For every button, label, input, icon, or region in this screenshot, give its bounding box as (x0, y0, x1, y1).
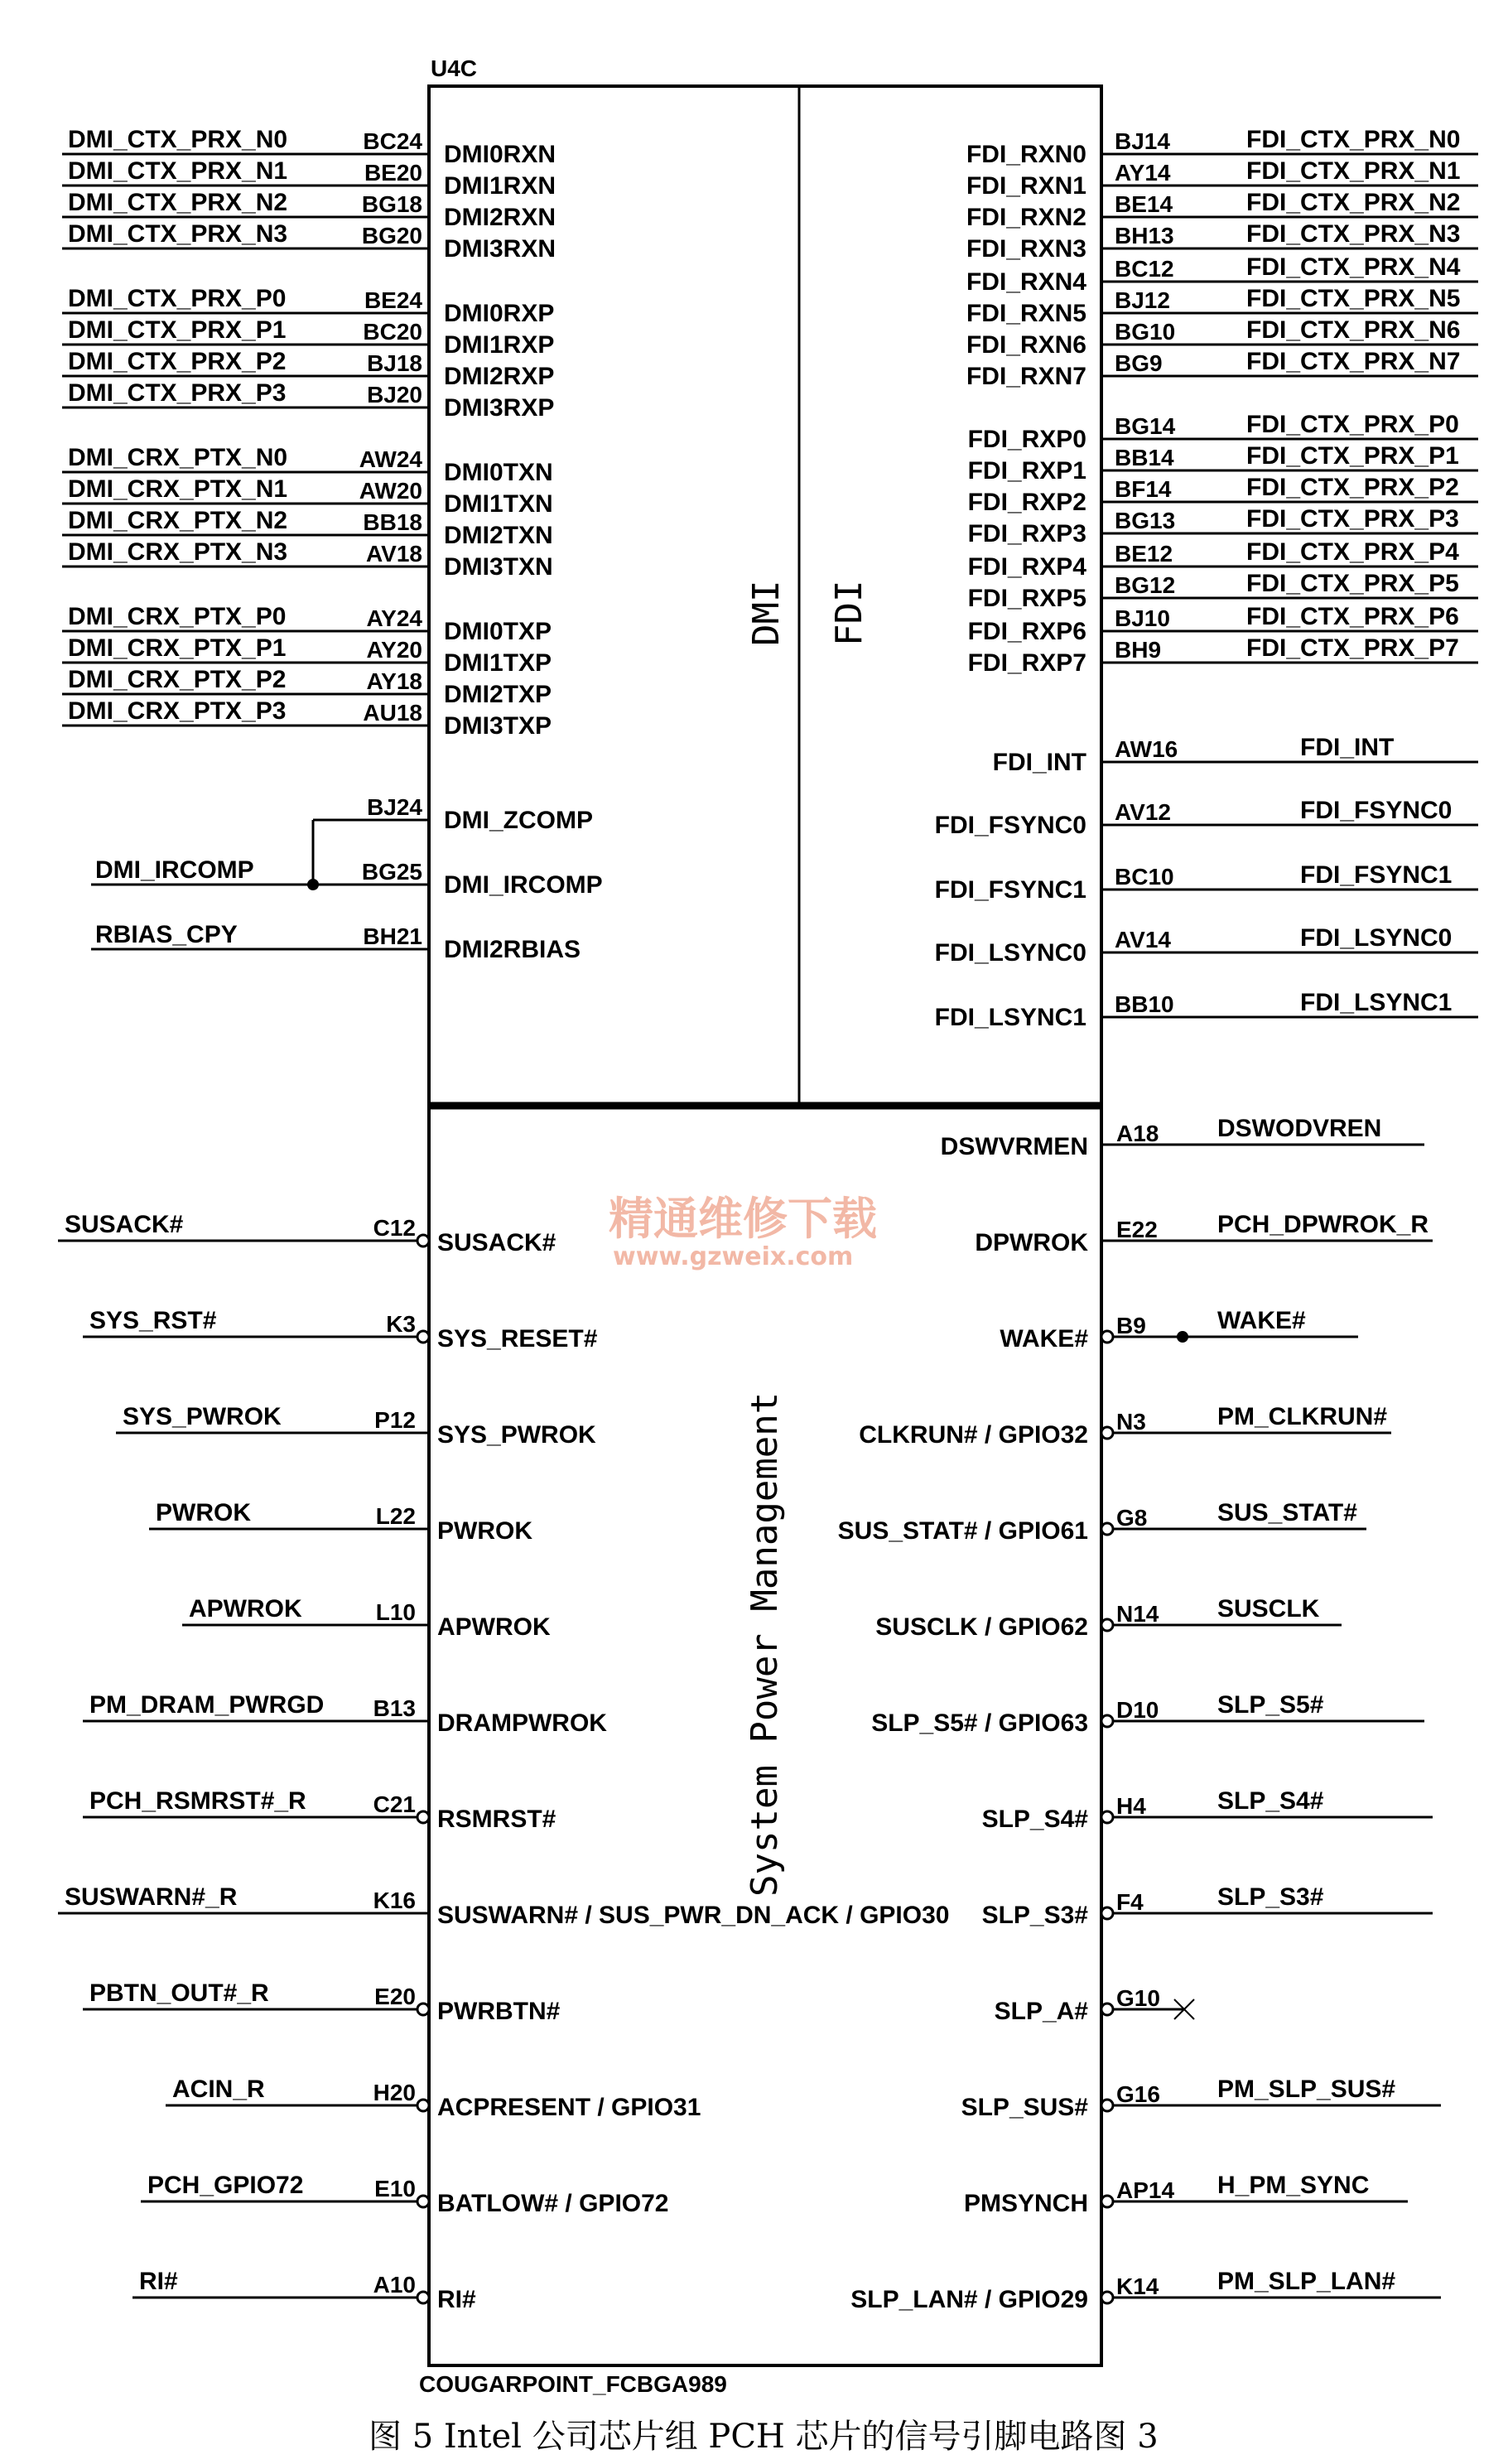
pin-name: FDI_RXP4 (967, 553, 1086, 581)
net-label: DMI_CTX_PRX_N1 (68, 157, 288, 185)
net-label: WAKE# (1217, 1307, 1306, 1334)
pin-number: BH9 (1115, 637, 1162, 663)
net-label: FDI_CTX_PRX_P6 (1246, 603, 1459, 630)
pin-name: DMI_ZCOMP (444, 807, 593, 834)
net-label: FDI_CTX_PRX_N0 (1246, 126, 1461, 153)
pin-number: P12 (374, 1407, 416, 1433)
net-label: DMI_CTX_PRX_P2 (68, 348, 287, 375)
net-label: FDI_CTX_PRX_P4 (1246, 538, 1459, 566)
pin-number: BG13 (1115, 508, 1176, 533)
inversion-bubble (1101, 2004, 1113, 2015)
pin-name: FDI_RXN0 (966, 141, 1086, 168)
pin-name: DMI2RXP (444, 363, 555, 390)
pin-name: DMI_IRCOMP (444, 871, 603, 899)
pin-number: BG20 (361, 223, 422, 248)
pin-number: F4 (1116, 1889, 1144, 1915)
pin-number: AU18 (363, 700, 422, 726)
pin-number: BJ18 (367, 350, 422, 376)
pin-name: FDI_INT (992, 749, 1086, 776)
pin-name: FDI_FSYNC1 (934, 876, 1086, 904)
pin-number: AY24 (366, 605, 422, 631)
net-label: DSWODVREN (1217, 1115, 1382, 1142)
net-label: SYS_PWROK (123, 1403, 282, 1430)
pin-name: DMI2TXP (444, 681, 552, 708)
pin-name: FDI_RXN1 (966, 172, 1086, 200)
net-label: DMI_CRX_PTX_N3 (68, 538, 288, 566)
pin-name: FDI_RXN5 (966, 300, 1086, 327)
pin-name: FDI_FSYNC0 (934, 812, 1086, 839)
pin-number: AV18 (366, 541, 422, 567)
pin-number: C12 (373, 1215, 416, 1241)
pin-name: DMI1RXN (444, 172, 556, 200)
pin-number: B9 (1116, 1313, 1146, 1338)
pin-name: SUSWARN# / SUS_PWR_DN_ACK / GPIO30 (437, 1902, 950, 1929)
pin-name: WAKE# (1000, 1325, 1088, 1353)
pin-name: FDI_RXP7 (967, 649, 1086, 677)
net-label: PM_SLP_SUS# (1217, 2076, 1396, 2103)
pin-number: K14 (1116, 2274, 1159, 2299)
net-label: FDI_INT (1300, 734, 1395, 761)
pin-number: BE14 (1115, 191, 1173, 217)
pin-number: G8 (1116, 1505, 1148, 1531)
net-label: APWROK (189, 1595, 302, 1623)
pin-number: BH21 (363, 923, 422, 949)
inversion-bubble (1101, 1331, 1113, 1343)
inversion-bubble (1101, 1619, 1113, 1631)
net-label: PWROK (156, 1499, 251, 1526)
net-label: DMI_IRCOMP (95, 856, 254, 884)
inversion-bubble (1101, 1427, 1113, 1439)
watermark-url: www.gzweix.com (613, 1242, 854, 1271)
pin-number: A10 (373, 2272, 416, 2298)
pin-number: AP14 (1116, 2177, 1175, 2203)
net-label: PM_DRAM_PWRGD (89, 1691, 325, 1719)
net-label: FDI_CTX_PRX_P7 (1246, 634, 1459, 662)
section-label-power: System Power Management (744, 1391, 786, 1897)
net-label: PCH_GPIO72 (147, 2172, 304, 2199)
net-label: DMI_CTX_PRX_P3 (68, 379, 287, 407)
net-label: SUS_STAT# (1217, 1499, 1357, 1526)
inversion-bubble (417, 2100, 429, 2111)
net-label: DMI_CTX_PRX_P0 (68, 285, 287, 312)
pin-name: FDI_LSYNC1 (934, 1004, 1086, 1031)
net-label: SUSWARN#_R (65, 1883, 238, 1911)
inversion-bubble (1101, 2100, 1113, 2111)
pin-number: AV12 (1115, 799, 1171, 825)
net-label: FDI_CTX_PRX_N5 (1246, 285, 1461, 312)
pin-number: A18 (1116, 1121, 1159, 1146)
pin-name: FDI_RXP2 (967, 489, 1086, 516)
pin-name: FDI_RXP0 (967, 426, 1086, 453)
pin-name: SLP_LAN# / GPIO29 (850, 2286, 1088, 2313)
inversion-bubble (1101, 2292, 1113, 2303)
pin-name: SLP_S5# / GPIO63 (871, 1709, 1088, 1737)
pin-number: BG10 (1115, 319, 1176, 345)
net-label: FDI_LSYNC1 (1300, 989, 1453, 1016)
net-label: DMI_CRX_PTX_P1 (68, 634, 287, 662)
pin-number: BG14 (1115, 413, 1176, 439)
net-label: FDI_CTX_PRX_N3 (1246, 220, 1461, 248)
pin-name: APWROK (437, 1613, 551, 1641)
net-label: DMI_CRX_PTX_N2 (68, 507, 288, 534)
pin-number: BJ14 (1115, 128, 1170, 154)
pin-name: FDI_RXP3 (967, 520, 1086, 547)
net-label: FDI_CTX_PRX_N7 (1246, 348, 1461, 375)
pin-name: RSMRST# (437, 1806, 556, 1833)
pin-number: D10 (1116, 1697, 1159, 1723)
pin-name: DSWVRMEN (940, 1133, 1088, 1160)
pin-number: AY14 (1115, 160, 1171, 186)
pin-name: SLP_S4# (981, 1806, 1088, 1833)
pin-number: BB18 (363, 509, 422, 535)
net-label: SUSCLK (1217, 1595, 1320, 1623)
net-label: PCH_RSMRST#_R (89, 1787, 306, 1815)
net-label: DMI_CTX_PRX_P1 (68, 316, 287, 344)
pin-number: L22 (375, 1503, 416, 1529)
net-label: DMI_CRX_PTX_N1 (68, 475, 288, 503)
pin-name: FDI_RXN6 (966, 331, 1086, 359)
pin-number: K16 (373, 1888, 416, 1913)
inversion-bubble (1101, 1811, 1113, 1823)
pin-number: BH13 (1115, 223, 1174, 248)
inversion-bubble (417, 1811, 429, 1823)
pin-number: BJ24 (367, 794, 422, 820)
pin-name: FDI_RXN2 (966, 204, 1086, 231)
pin-number: H20 (373, 2080, 416, 2105)
pin-name: DMI1TXP (444, 649, 552, 677)
junction-dot (1177, 1331, 1188, 1343)
pin-name: SUS_STAT# / GPIO61 (837, 1517, 1088, 1545)
pin-name: SUSCLK / GPIO62 (875, 1613, 1088, 1641)
pin-name: FDI_RXN7 (966, 363, 1086, 390)
net-label: PBTN_OUT#_R (89, 1979, 269, 2007)
net-label: PM_CLKRUN# (1217, 1403, 1388, 1430)
pin-name: FDI_RXP1 (967, 457, 1086, 485)
net-label: RI# (139, 2268, 178, 2295)
net-label: DMI_CRX_PTX_P2 (68, 666, 287, 693)
pin-number: E10 (374, 2176, 416, 2201)
pin-number: BC10 (1115, 864, 1174, 890)
pin-name: PWRBTN# (437, 1998, 561, 2025)
pin-name: DMI0RXP (444, 300, 555, 327)
inversion-bubble (417, 2196, 429, 2207)
net-label: FDI_CTX_PRX_P5 (1246, 570, 1459, 597)
pin-number: BG9 (1115, 350, 1163, 376)
net-label: FDI_LSYNC0 (1300, 924, 1453, 952)
section-label-fdi: FDI (828, 580, 870, 646)
net-label: SLP_S5# (1217, 1691, 1324, 1719)
pin-name: DRAMPWROK (437, 1709, 607, 1737)
net-label: DMI_CTX_PRX_N0 (68, 126, 288, 153)
watermark-title: 精通维修下载 (609, 1193, 877, 1245)
pin-name: DMI3RXN (444, 235, 556, 263)
inversion-bubble (1101, 1907, 1113, 1919)
section-label-dmi: DMI (745, 580, 788, 646)
pin-name: DMI3TXP (444, 712, 552, 740)
pin-number: BC24 (363, 128, 422, 154)
pin-number: E22 (1116, 1217, 1158, 1242)
net-label: FDI_CTX_PRX_P3 (1246, 505, 1459, 533)
pin-number: BC12 (1115, 256, 1174, 282)
pin-number: AW16 (1115, 736, 1178, 762)
pin-number: C21 (373, 1791, 416, 1817)
pin-name: DMI1RXP (444, 331, 555, 359)
pin-name: PWROK (437, 1517, 532, 1545)
pin-name: SUSACK# (437, 1229, 556, 1256)
pin-number: BB10 (1115, 991, 1174, 1017)
net-label: DMI_CRX_PTX_P0 (68, 603, 287, 630)
pin-number: L10 (375, 1599, 416, 1625)
pin-number: BF14 (1115, 476, 1172, 502)
net-label: FDI_CTX_PRX_N2 (1246, 189, 1461, 216)
pin-name: FDI_RXN4 (966, 268, 1086, 296)
net-label: FDI_CTX_PRX_P1 (1246, 442, 1459, 470)
net-label: SUSACK# (65, 1211, 184, 1238)
pin-name: SYS_RESET# (437, 1325, 598, 1353)
pin-name: ACPRESENT / GPIO31 (437, 2094, 701, 2121)
pin-name: DMI3RXP (444, 394, 555, 422)
pin-number: BG18 (361, 191, 422, 217)
net-label: DMI_CRX_PTX_N0 (68, 444, 288, 471)
pin-number: E20 (374, 1984, 416, 2009)
pin-name: DMI2TXN (444, 522, 553, 549)
pin-name: DPWROK (975, 1229, 1088, 1256)
net-label: H_PM_SYNC (1217, 2172, 1370, 2199)
pin-number: N3 (1116, 1409, 1146, 1435)
net-label: FDI_CTX_PRX_N1 (1246, 157, 1461, 185)
pin-name: DMI1TXN (444, 490, 553, 518)
inversion-bubble (1101, 1715, 1113, 1727)
figure-caption: 图 5 Intel 公司芯片组 PCH 芯片的信号引脚电路图 3 (369, 2418, 1159, 2456)
net-label: PCH_DPWROK_R (1217, 1211, 1429, 1238)
pin-name: FDI_RXP6 (967, 618, 1086, 645)
pin-number: B13 (373, 1695, 416, 1721)
net-label: SLP_S3# (1217, 1883, 1324, 1911)
pin-name: SLP_S3# (981, 1902, 1088, 1929)
net-label: FDI_FSYNC1 (1300, 861, 1453, 889)
pin-name: RI# (437, 2286, 476, 2313)
pin-number: BJ12 (1115, 287, 1170, 313)
pin-name: DMI2RBIAS (444, 936, 581, 963)
pin-name: FDI_LSYNC0 (934, 939, 1086, 967)
net-label: FDI_FSYNC0 (1300, 797, 1453, 824)
pin-name: SLP_A# (994, 1998, 1088, 2025)
pin-name: FDI_RXP5 (967, 585, 1086, 612)
net-label: SLP_S4# (1217, 1787, 1324, 1815)
pin-number: BG25 (361, 859, 422, 885)
pin-number: BJ20 (367, 382, 422, 407)
net-label: DMI_CTX_PRX_N2 (68, 189, 288, 216)
chip-ref-label: U4C (431, 55, 478, 81)
pin-number: G10 (1116, 1985, 1160, 2011)
inversion-bubble (417, 1331, 429, 1343)
net-label: FDI_CTX_PRX_N6 (1246, 316, 1461, 344)
pin-number: BB14 (1115, 445, 1174, 470)
net-label: RBIAS_CPY (95, 921, 238, 948)
pin-name: DMI0TXN (444, 459, 553, 486)
net-label: FDI_CTX_PRX_P0 (1246, 411, 1459, 438)
inversion-bubble (417, 2292, 429, 2303)
pin-name: SLP_SUS# (961, 2094, 1088, 2121)
pin-number: AY18 (366, 668, 422, 694)
pin-name: DMI3TXN (444, 553, 553, 581)
pin-number: BE20 (364, 160, 422, 186)
chip-part-label: COUGARPOINT_FCBGA989 (419, 2371, 727, 2397)
net-label: ACIN_R (172, 2076, 265, 2103)
pin-number: AW24 (359, 446, 422, 472)
pin-name: SYS_PWROK (437, 1421, 596, 1449)
pin-name: PMSYNCH (963, 2190, 1088, 2217)
pin-number: AV14 (1115, 927, 1171, 952)
pin-name: BATLOW# / GPIO72 (437, 2190, 669, 2217)
pin-number: BE24 (364, 287, 422, 313)
pin-number: AW20 (359, 478, 422, 504)
pin-name: DMI0RXN (444, 141, 556, 168)
pin-name: DMI0TXP (444, 618, 552, 645)
pin-name: FDI_RXN3 (966, 235, 1086, 263)
inversion-bubble (1101, 1523, 1113, 1535)
net-label: PM_SLP_LAN# (1217, 2268, 1396, 2295)
net-label: SYS_RST# (89, 1307, 217, 1334)
net-label: DMI_CTX_PRX_N3 (68, 220, 288, 248)
pin-number: AY20 (366, 637, 422, 663)
inversion-bubble (417, 2004, 429, 2015)
inversion-bubble (417, 1235, 429, 1246)
pin-name: DMI2RXN (444, 204, 556, 231)
inversion-bubble (1101, 2196, 1113, 2207)
pin-number: H4 (1116, 1793, 1146, 1819)
pin-number: BJ10 (1115, 605, 1170, 631)
pin-name: CLKRUN# / GPIO32 (859, 1421, 1088, 1449)
pin-number: K3 (386, 1311, 416, 1337)
pin-number: N14 (1116, 1601, 1159, 1627)
net-label: DMI_CRX_PTX_P3 (68, 697, 287, 725)
net-label: FDI_CTX_PRX_P2 (1246, 474, 1459, 501)
pin-number: BC20 (363, 319, 422, 345)
junction-dot (307, 879, 319, 890)
pin-number: BE12 (1115, 541, 1173, 567)
pin-number: G16 (1116, 2081, 1160, 2107)
pin-number: BG12 (1115, 572, 1176, 598)
net-label: FDI_CTX_PRX_N4 (1246, 253, 1461, 281)
